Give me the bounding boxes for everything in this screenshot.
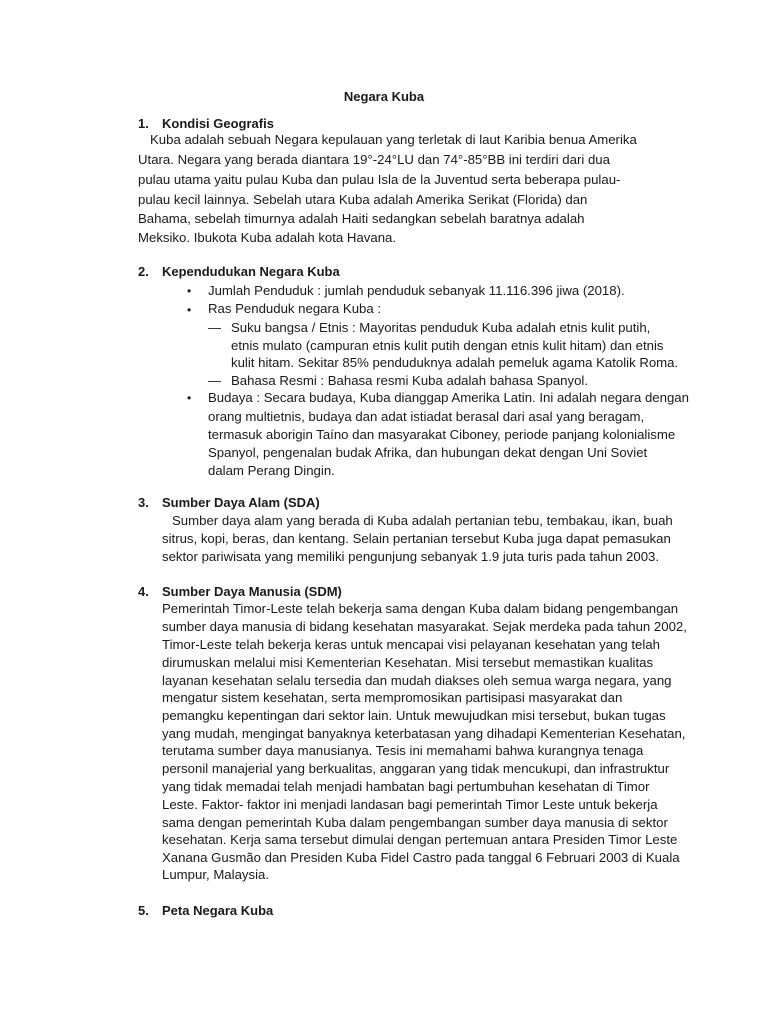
section-4-title: Sumber Daya Manusia (SDM) [162,584,342,599]
paragraph-line: Pemerintah Timor-Leste telah bekerja sama dengan Kuba dalam bidang pengembangan [162,601,679,616]
paragraph-line: kesehatan. Kerja sama tersebut dimulai dengan pertemuan antara Presiden Timor Leste [162,832,678,847]
paragraph-line: yang mudah, mengingat banyaknya keterbatasan yang dihadapi Kementerian Kesehatan, [162,726,686,741]
paragraph-line: terutama sumber daya manusianya. Tesis ini memahami bahwa kurangnya tenaga [162,743,644,758]
section-5-heading [138,903,273,918]
bullet-dot-icon: • [187,303,192,317]
paragraph-line: pulau kecil lainnya. Sebelah utara Kuba adalah Amerika Serikat (Florida) dan [138,192,588,207]
section-1-number: 1. [138,116,149,131]
sub-list-item-text: etnis mulato (campuran etnis kulit putih dengan etnis kulit hitam) dan etnis [231,338,664,353]
paragraph-line: Leste. Faktor- faktor ini menjadi landasan bagi pemerintah Timor Leste untuk bekerja [162,797,658,812]
paragraph-line: personil manajerial yang berkualitas, anggaran yang tidak mencukupi, dan infrastruktur [162,761,670,776]
section-1-heading [138,116,274,131]
list-item-text: Budaya : Secara budaya, Kuba dianggap Amerika Latin. Ini adalah negara dengan [208,390,689,405]
sub-list-item-text: kulit hitam. Sekitar 85% penduduknya adalah pemeluk agama Katolik Roma. [231,355,679,370]
paragraph-line: Xanana Gusmão dan Presiden Kuba Fidel Castro pada tanggal 6 Februari 2003 di Kuala [162,850,680,865]
paragraph-line: Meksiko. Ibukota Kuba adalah kota Havana. [138,230,397,245]
section-3-number: 3. [138,495,149,510]
list-item-text: Jumlah Penduduk : jumlah penduduk sebanyak 11.116.396 jiwa (2018). [208,283,625,298]
section-3-title: Sumber Daya Alam (SDA) [162,495,320,510]
paragraph-line: Timor-Leste telah bekerja keras untuk mencapai visi pelayanan kesehatan yang telah [162,637,660,652]
paragraph-line: sitrus, kopi, beras, dan kentang. Selain pertanian tersebut Kuba juga dapat pemasukan [162,531,671,546]
paragraph-line: Kuba adalah sebuah Negara kepulauan yang terletak di laut Karibia benua Amerika [150,132,637,147]
paragraph-line: yang tidak memadai telah menjadi hambatan bagi pertumbuhan kesehatan di Timor [162,779,650,794]
paragraph-line: sama dengan pemerintah Kuba dalam pengembangan sumber daya manusia di sektor [162,815,668,830]
section-4-heading [138,584,342,599]
bullet-dot-icon: • [187,284,192,298]
list-item-text: orang multietnis, budaya dan adat istiadat berasal dari asal yang beragam, [208,409,645,424]
list-item-text: dalam Perang Dingin. [208,463,335,478]
paragraph-line: pulau utama yaitu pulau Kuba dan pulau Isla de la Juventud serta beberapa pulau- [138,172,621,187]
paragraph-line: mengatur sistem kesehatan, serta mempromosikan partisipasi masyarakat dan [162,690,623,705]
document-title: Negara Kuba [343,89,425,104]
paragraph-line: Utara. Negara yang berada diantara 19°-24°LU dan 74°-85°BB ini terdiri dari dua [138,152,610,167]
dash-icon: — [208,320,221,335]
section-5-number: 5. [138,903,149,918]
paragraph-line: dirumuskan melalui misi Kementerian Kesehatan. Misi tersebut memastikan kualitas [162,655,654,670]
paragraph-line: Sumber daya alam yang berada di Kuba adalah pertanian tebu, tembakau, ikan, buah [172,513,673,528]
dash-icon: — [208,373,221,388]
section-2-number: 2. [138,264,149,279]
section-1-title: Kondisi Geografis [162,116,274,131]
section-4-number: 4. [138,584,149,599]
paragraph-line: layanan kesehatan selalu tersedia dan mudah diakses oleh semua warga negara, yang [162,673,672,688]
paragraph-line: sumber daya manusia di bidang kesehatan masyarakat. Sejak merdeka pada tahun 2002, [162,619,687,634]
paragraph-line: Bahama, sebelah timurnya adalah Haiti sedangkan sebelah baratnya adalah [138,211,585,226]
section-5-title: Peta Negara Kuba [162,903,274,918]
paragraph-line: pemangku kepentingan dari sektor lain. Untuk mewujudkan misi tersebut, bukan tugas [162,708,666,723]
list-item-text: termasuk aborigin Taíno dan masyarakat Ciboney, periode panjang kolonialisme [208,427,676,442]
list-item-text: Ras Penduduk negara Kuba : [208,301,382,316]
paragraph-line: sektor pariwisata yang memiliki pengunjung sebanyak 1.9 juta turis pada tahun 2003. [162,549,660,564]
bullet-dot-icon: • [187,391,192,405]
list-item-text: Spanyol, pengenalan budak Afrika, dan hubungan dekat dengan Uni Soviet [208,445,648,460]
sub-list-item-text: Bahasa Resmi : Bahasa resmi Kuba adalah bahasa Spanyol. [231,373,589,388]
sub-list-item-text: Suku bangsa / Etnis : Mayoritas penduduk Kuba adalah etnis kulit putih, [231,320,651,335]
section-2-heading [138,264,340,279]
section-2-title: Kependudukan Negara Kuba [162,264,340,279]
paragraph-line: Lumpur, Malaysia. [162,867,270,882]
section-3-heading [138,495,320,510]
